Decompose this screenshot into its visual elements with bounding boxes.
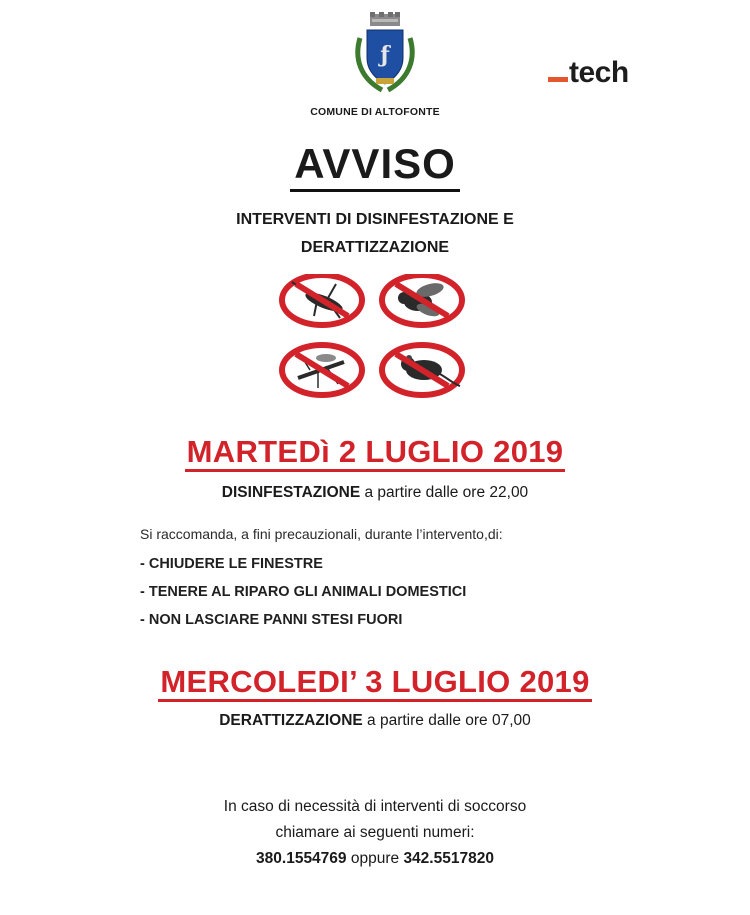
svg-text:ƒ: ƒ	[380, 42, 390, 68]
event1-type: DISINFESTAZIONE	[221, 484, 361, 501]
phone-connector: oppure	[346, 850, 404, 867]
brand-logo: tech	[548, 58, 629, 88]
no-cockroach-icon	[282, 275, 362, 325]
emergency-contacts	[0, 794, 750, 872]
event1-info	[0, 484, 750, 502]
emergency-phones	[0, 846, 750, 872]
page-title: AVVISO	[290, 140, 460, 192]
no-rat-icon	[382, 345, 462, 395]
event1-date: MARTEDì 2 LUGLIO 2019	[185, 434, 566, 472]
event2-info	[0, 712, 750, 730]
list-item: - NON LASCIARE PANNI STESI FUORI	[140, 612, 403, 628]
coat-of-arms-icon	[352, 10, 418, 96]
event2-date: MERCOLEDI’ 3 LUGLIO 2019	[158, 664, 591, 702]
emergency-line1: In caso di necessità di interventi di soccorso	[223, 798, 527, 815]
subtitle-line1: INTERVENTI DI DISINFESTAZIONE E	[236, 211, 514, 228]
recommendation-intro: Si raccomanda, a fini precauzionali, durante l’intervento,di:	[140, 526, 503, 542]
event1-time: a partire dalle ore 22,00	[360, 484, 529, 501]
no-mosquito-icon	[282, 345, 362, 395]
list-item: - CHIUDERE LE FINESTRE	[140, 556, 323, 572]
no-fly-icon	[382, 275, 462, 325]
subtitle-line2: DERATTIZZAZIONE	[300, 239, 450, 256]
pest-icons	[278, 274, 468, 398]
emergency-line2: chiamare ai seguenti numeri:	[275, 824, 475, 841]
list-item: - TENERE AL RIPARO GLI ANIMALI DOMESTICI	[140, 584, 467, 600]
event2-type: DERATTIZZAZIONE	[219, 712, 363, 729]
subtitle	[175, 206, 575, 262]
recommendation-list	[140, 554, 466, 638]
phone-number-1: 380.1554769	[256, 850, 347, 867]
underscore-mark	[548, 77, 568, 82]
event2-time: a partire dalle ore 07,00	[362, 712, 531, 729]
phone-number-2: 342.5517820	[403, 850, 494, 867]
comune-label: COMUNE DI ALTOFONTE	[310, 106, 440, 118]
